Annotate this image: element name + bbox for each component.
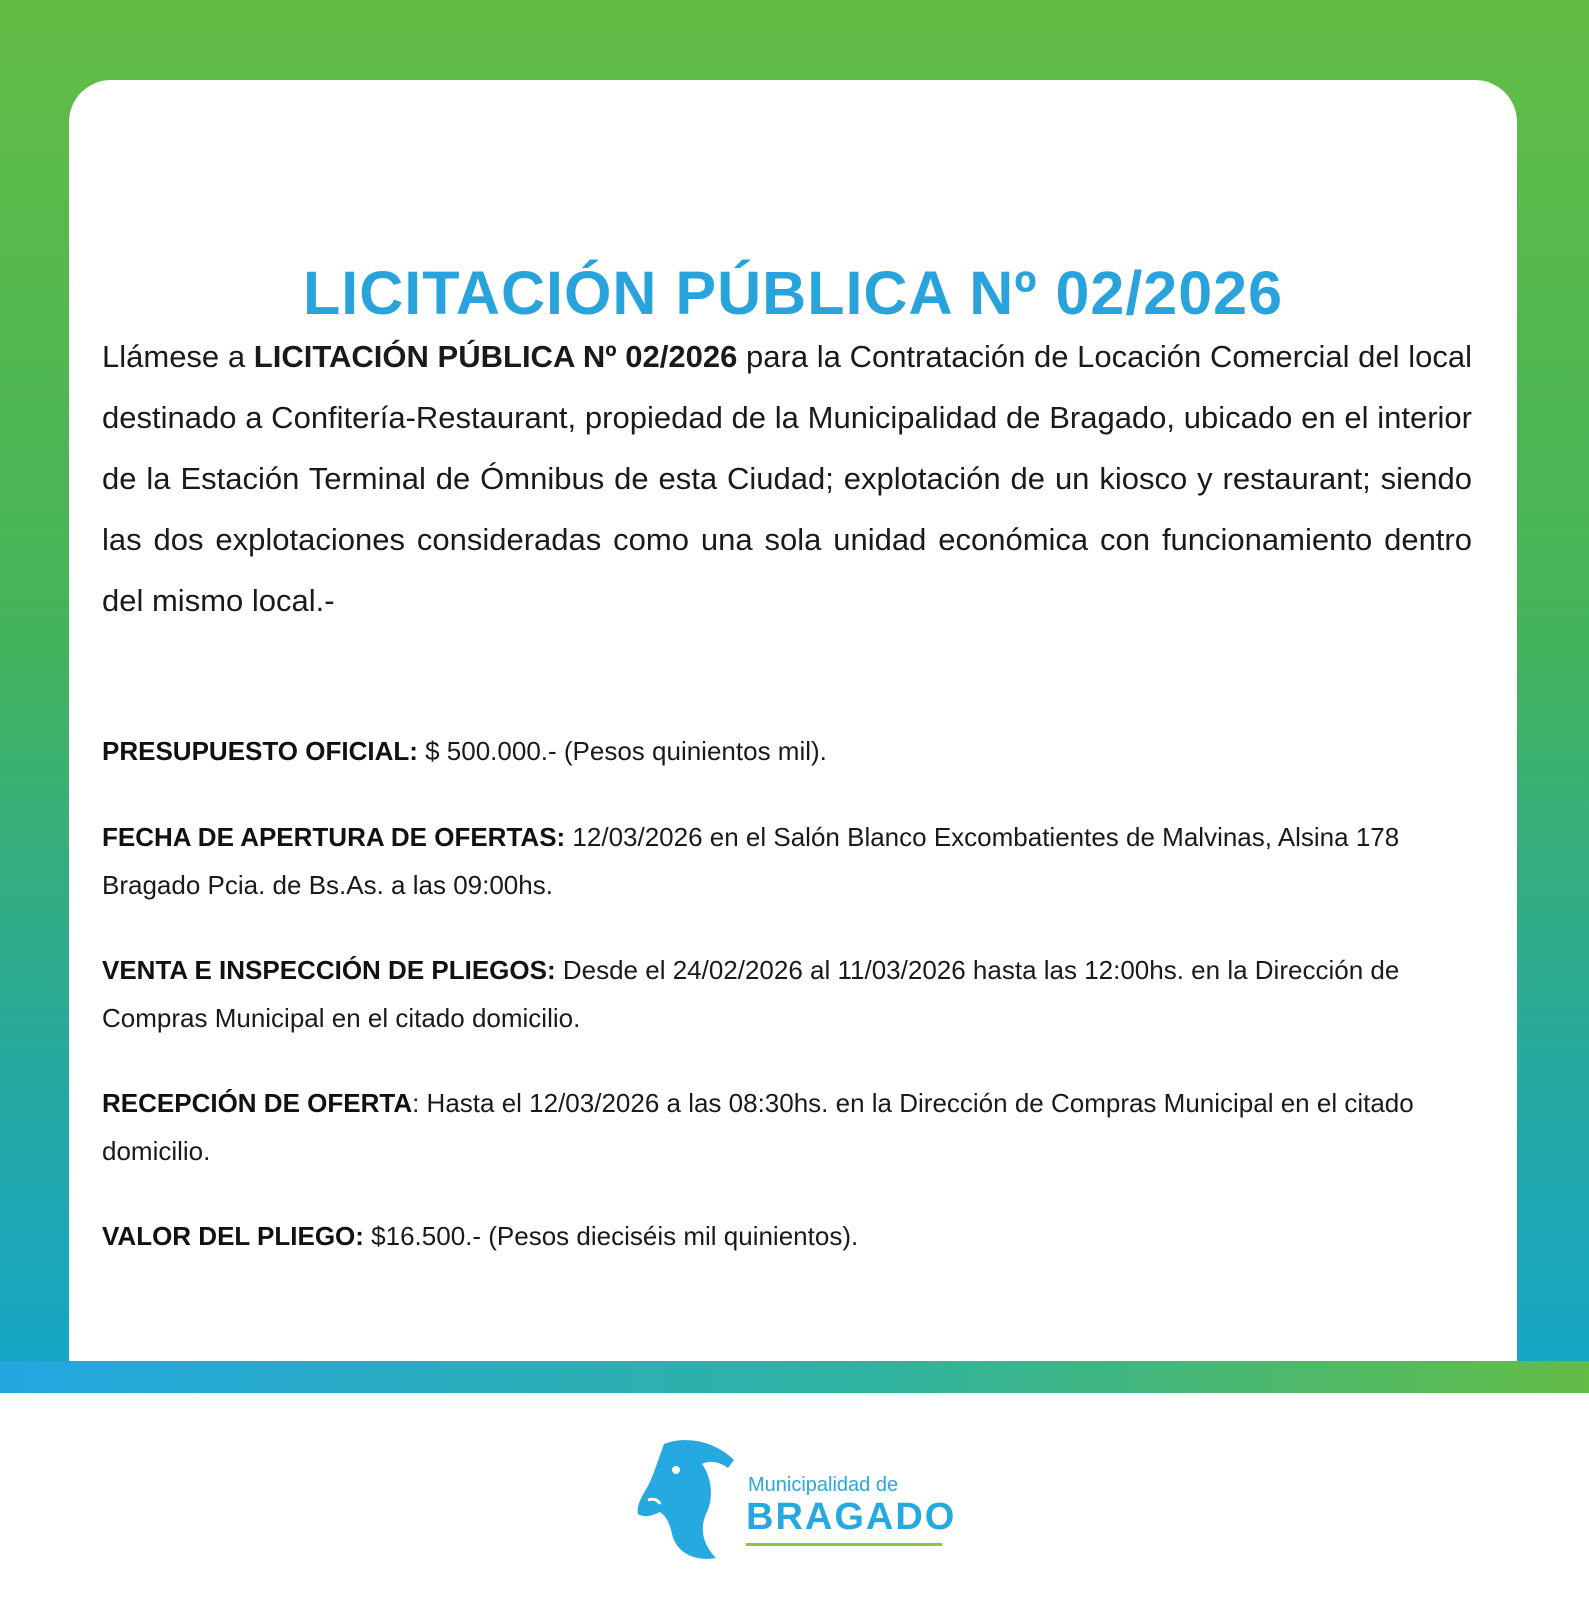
- logo-underline: [746, 1543, 942, 1546]
- field-recepcion-oferta: [102, 1079, 1486, 1175]
- logo-line-bragado: BRAGADO: [746, 1496, 957, 1538]
- intro-bold-reference: LICITACIÓN PÚBLICA Nº 02/2026: [253, 339, 738, 374]
- field-label: VENTA E INSPECCIÓN DE PLIEGOS:: [102, 955, 556, 985]
- intro-prefix: Llámese a: [102, 339, 254, 374]
- field-label: RECEPCIÓN DE OFERTA: [102, 1088, 413, 1118]
- field-presupuesto-oficial: [102, 727, 1486, 775]
- field-label: PRESUPUESTO OFICIAL:: [102, 736, 418, 766]
- field-label: VALOR DEL PLIEGO:: [102, 1221, 364, 1251]
- field-valor-pliego: [102, 1212, 1486, 1260]
- field-value: $16.500.- (Pesos dieciséis mil quinientos).: [363, 1221, 859, 1251]
- field-fecha-apertura: [102, 813, 1486, 909]
- notice-intro: [102, 326, 1472, 631]
- field-value: 12/03/2026 en el Salón Blanco Excombatientes de Malvinas, Alsina 178 Bragado Pcia. de Bs.As. a las 09:00hs.: [102, 822, 1400, 900]
- municipalidad-logo: [636, 1438, 957, 1566]
- bottom-color-stripe: [0, 1361, 1589, 1393]
- intro-body: para la Contratación de Locación Comercial del local destinado a Confitería-Restaurant, propiedad de la Municipalidad de Bragado, ubicado en el interior de la Estación Terminal de Ómnibus de esta Ciudad; explotación de un kiosco y restaurant; siendo las dos explotaciones consideradas como una sola unidad económica con funcionamiento dentro del mismo local.-: [102, 339, 1472, 618]
- logo-line-municipalidad: Municipalidad de: [748, 1474, 899, 1496]
- notice-card: [69, 80, 1517, 1361]
- horse-head-icon: [636, 1438, 746, 1566]
- field-venta-inspeccion: [102, 946, 1486, 1042]
- field-value: : Hasta el 12/03/2026 a las 08:30hs. en la Dirección de Compras Municipal en el citado domicilio.: [102, 1088, 1414, 1166]
- field-value: $ 500.000.- (Pesos quinientos mil).: [417, 736, 827, 766]
- field-value: Desde el 24/02/2026 al 11/03/2026 hasta las 12:00hs. en la Dirección de Compras Municipal en el citado domicilio.: [102, 955, 1400, 1033]
- field-label: FECHA DE APERTURA DE OFERTAS:: [102, 822, 566, 852]
- notice-title: LICITACIÓN PÚBLICA Nº 02/2026: [302, 259, 1283, 327]
